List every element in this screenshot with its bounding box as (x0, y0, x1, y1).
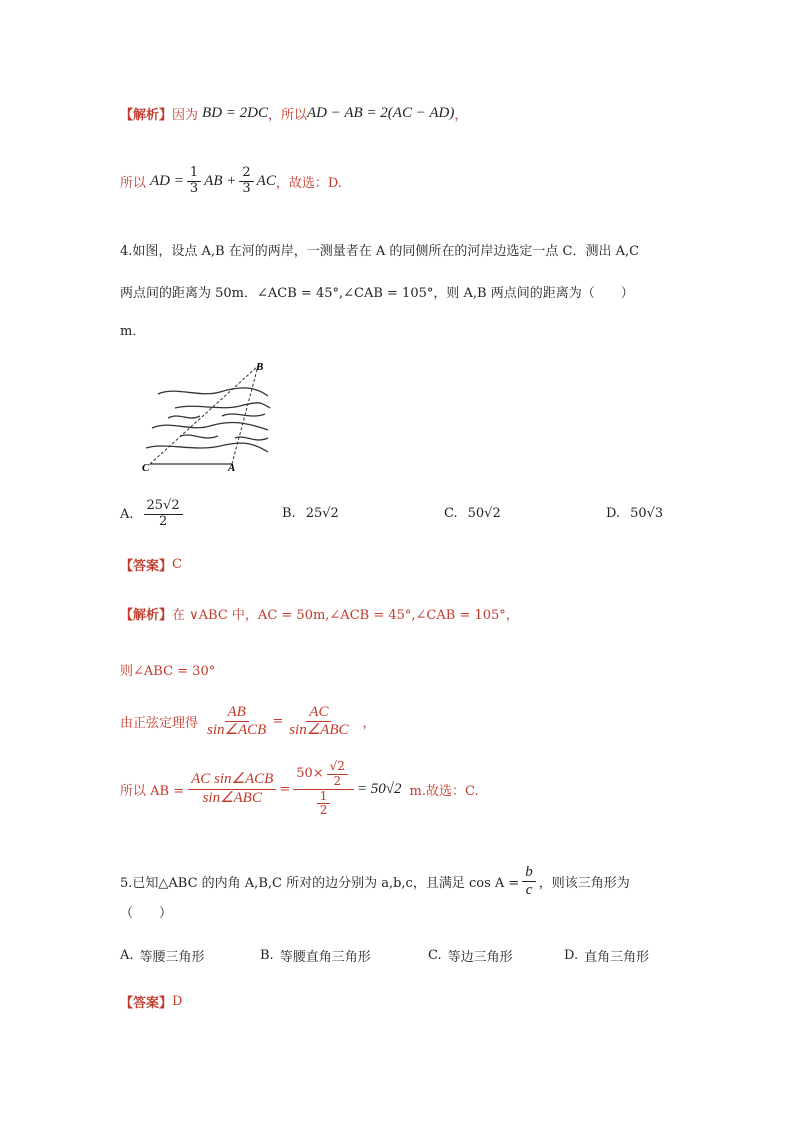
equals-sign: = (272, 714, 284, 730)
answer-value: C (172, 557, 182, 572)
vector-equation-ad: AD − AB = 2(AC − AD) (307, 105, 455, 121)
choose-d: ，故选：D. (275, 175, 342, 191)
fraction-denominator: 3 (189, 180, 199, 196)
analysis-because: 因为 (172, 108, 199, 123)
option-c (444, 506, 501, 521)
fraction-numerator (293, 760, 354, 790)
fraction-b-over-c (522, 864, 536, 900)
answer-value: D (172, 994, 183, 1009)
sine-law-lead: 由正弦定理得 (120, 716, 199, 732)
option-value (144, 499, 183, 530)
fraction-denominator: sin∠ABC (289, 722, 349, 739)
option-value: 等边三角形 (447, 950, 513, 965)
fraction-numerator: 1 (187, 166, 201, 182)
point-c-label: C (142, 462, 150, 474)
question-4-line-1: 4.如图，设点 A,B 在河的两岸，一测量者在 A 的同侧所在的河岸边选定一点 C．测出 A,C (120, 244, 640, 259)
q4-analysis-3 (120, 704, 376, 740)
answer-tag: 【答案】 (120, 559, 173, 574)
fraction-numerator: 2 (239, 166, 253, 182)
option-value: 等腰三角形 (139, 950, 205, 965)
fraction-numerator: AB (225, 704, 249, 722)
option-d (606, 506, 663, 521)
q5-option-a (120, 946, 205, 965)
fraction-denominator (311, 790, 337, 819)
analysis-line-1 (120, 104, 467, 123)
option-value: 等腰直角三角形 (279, 950, 371, 965)
fraction-compound (293, 760, 354, 818)
q5-option-b (260, 946, 371, 965)
analysis-text: 在 ∨ABC 中，AC = 50m,∠ACB = 45°,∠CAB = 105°， (172, 608, 519, 623)
option-b (282, 506, 339, 521)
fraction-denominator: 2 (158, 513, 168, 529)
fraction-root2-over-2 (327, 760, 348, 789)
fraction-ac-sin (188, 771, 276, 807)
question-5-tail: ，则该三角形为 (538, 876, 630, 892)
answer-tag: 【答案】 (120, 996, 173, 1011)
question-5-line-2: （ ） (120, 906, 173, 921)
option-letter: D. (606, 506, 621, 521)
q5-option-c (428, 946, 513, 965)
so-label: 所以 (120, 175, 147, 191)
option-letter: D. (564, 948, 579, 963)
q5-answer (120, 992, 182, 1011)
fraction-denominator: sin∠ABC (202, 789, 262, 806)
question-5-line-1 (120, 864, 630, 900)
fraction-numerator: 1 (317, 790, 331, 805)
question-4-line-2: 两点间的距离为 50m．∠ACB = 45°,∠CAB = 105°，则 A,B 两点间的距离为（ ） (120, 286, 634, 301)
option-letter: B. (282, 506, 296, 521)
ac-vector: AC (256, 172, 276, 189)
question-5-text: 5.已知△ABC 的内角 A,B,C 所对的边分别为 a,b,c，且满足 cos A = (120, 876, 520, 892)
analysis-tag: 【解析】 (120, 608, 173, 623)
fraction-numerator: 25√2 (144, 499, 183, 515)
numerator-part: 50× (296, 765, 324, 781)
fraction-one-third (187, 166, 201, 197)
fraction-denominator: sin∠ACB (207, 722, 267, 739)
comma: ， (454, 108, 468, 123)
fraction-two-thirds (239, 166, 253, 197)
fraction-numerator: AC sin∠ACB (188, 771, 276, 789)
fraction-one-half (317, 790, 331, 819)
q4-analysis-1 (120, 604, 519, 623)
fraction-ac-over-sin (286, 704, 351, 740)
option-value: 50√3 (630, 506, 664, 521)
vector-equation-bd: BD = 2DC (202, 105, 268, 121)
river-figure (140, 356, 280, 476)
point-b-label: B (256, 361, 264, 373)
fraction-denominator: 2 (333, 773, 342, 788)
option-letter: B. (260, 948, 274, 963)
result-value: = 50√2 (356, 780, 402, 797)
point-a-label: A (228, 462, 236, 474)
ad-vector: AD = (150, 172, 184, 189)
q4-answer (120, 555, 182, 574)
q4-analysis-4 (120, 760, 479, 818)
q4-analysis-2: 则∠ABC = 30° (120, 664, 216, 679)
fraction-denominator: 2 (319, 803, 328, 818)
option-letter: A. (120, 948, 134, 963)
fraction-numerator: AC (306, 704, 331, 722)
option-value: 直角三角形 (584, 950, 650, 965)
option-a (120, 499, 186, 530)
analysis-tag: 【解析】 (120, 108, 173, 123)
fraction-numerator: √2 (327, 760, 348, 775)
option-value: 50√2 (467, 506, 501, 521)
choose-c: m.故选：C. (409, 783, 479, 799)
comma: ， (362, 716, 376, 732)
fraction-denominator: 3 (242, 180, 251, 196)
option-value: 25√2 (305, 506, 339, 521)
fraction-ab-over-sin (204, 704, 269, 740)
q5-option-d (564, 946, 649, 965)
analysis-so: ，所以 (268, 108, 308, 123)
question-4-line-3: m． (120, 324, 146, 339)
equals-sign: = (279, 781, 291, 797)
fraction-denominator: c (525, 882, 533, 899)
ab-vector: AB + (204, 172, 237, 189)
option-letter: A. (120, 506, 134, 522)
fraction-numerator: b (522, 864, 536, 882)
option-letter: C. (428, 948, 442, 963)
analysis-line-2 (120, 166, 342, 197)
ab-result-lead: 所以 AB = (120, 783, 185, 799)
option-letter: C. (444, 506, 458, 521)
